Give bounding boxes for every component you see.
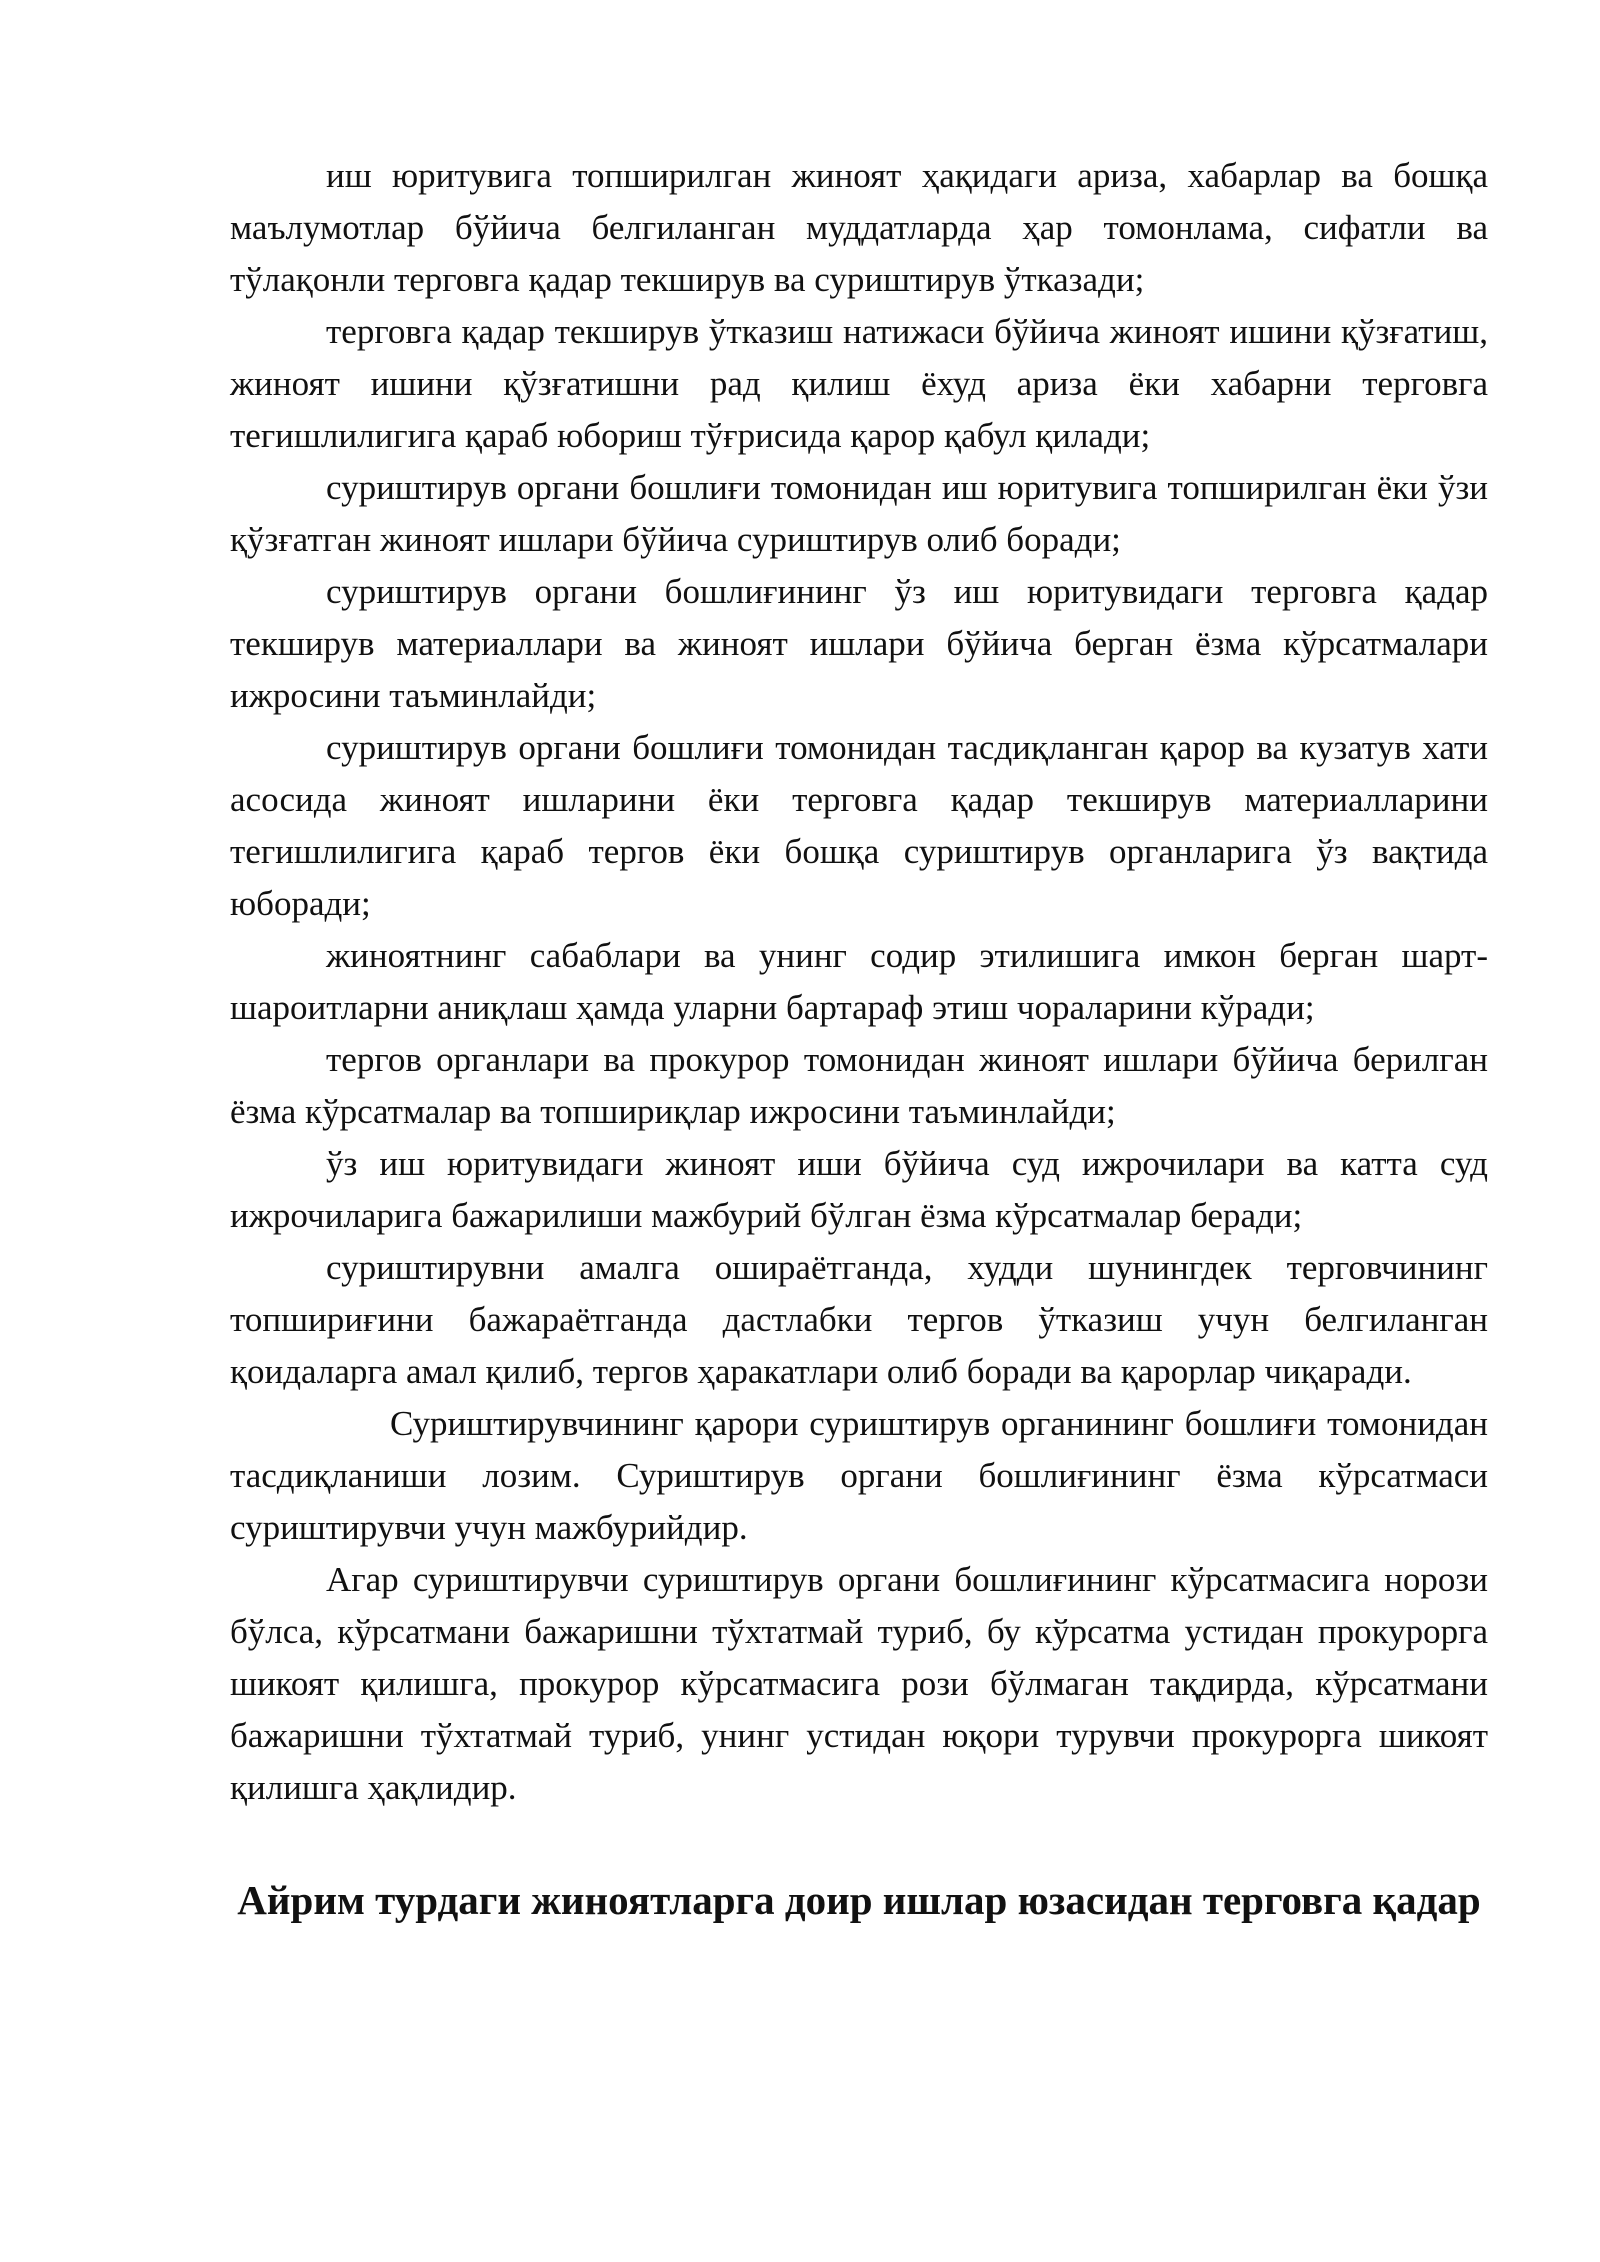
paragraph-6: жиноятнинг сабаблари ва унинг содир этилишига имкон берган шарт-шароитларни аниқлаш ҳамда уларни бартараф этиш чораларини кўради; bbox=[230, 936, 1488, 1027]
paragraph-1: иш юритувига топширилган жиноят ҳақидаги ариза, хабарлар ва бошқа маълумотлар бўйича белгиланган муддатларда ҳар томонлама, сифатли ва тўлақонли терговга қадар текширув ва суриштирув ўтказади; bbox=[230, 156, 1488, 299]
paragraph-10: Суриштирувчининг қарори суриштирув органининг бошлиғи томонидан тасдиқланиши лозим. Суриштирув органи бошлиғининг ёзма кўрсатмаси суриштирувчи учун мажбурийдир. bbox=[230, 1404, 1488, 1547]
section-heading: Айрим турдаги жиноятларга доир ишлар юзасидан терговга қадар bbox=[237, 1877, 1481, 1923]
document-page bbox=[230, 150, 1488, 1926]
paragraph-3: суриштирув органи бошлиғи томонидан иш юритувига топширилган ёки ўзи қўзғатган жиноят ишлари бўйича суриштирув олиб боради; bbox=[230, 468, 1488, 559]
paragraph-9: суриштирувни амалга ошираётганда, худди шунингдек терговчининг топшириғини бажараётганда дастлабки тергов ўтказиш учун белгиланган қоидаларга амал қилиб, тергов ҳаракатлари олиб боради ва қарорлар чиқаради. bbox=[230, 1248, 1488, 1391]
paragraph-11: Агар суриштирувчи суриштирув органи бошлиғининг кўрсатмасига норози бўлса, кўрсатмани бажаришни тўхтатмай туриб, бу кўрсатма устидан прокурорга шикоят қилишга, прокурор кўрсатмасига рози бўлмаган тақдирда, кўрсатмани бажаришни тўхтатмай туриб, унинг устидан юқори турувчи прокурорга шикоят қилишга ҳақлидир. bbox=[230, 1560, 1488, 1807]
paragraph-5: суриштирув органи бошлиғи томонидан тасдиқланган қарор ва кузатув хати асосида жиноят ишларини ёки терговга қадар текширув материалларини тегишлилигига қараб тергов ёки бошқа суриштирув органларига ўз вақтида юборади; bbox=[230, 728, 1488, 923]
paragraph-7: тергов органлари ва прокурор томонидан жиноят ишлари бўйича берилган ёзма кўрсатмалар ва топшириқлар ижросини таъминлайди; bbox=[230, 1040, 1488, 1131]
paragraph-8: ўз иш юритувидаги жиноят иши бўйича суд ижрочилари ва катта суд ижрочиларига бажарилиши мажбурий бўлган ёзма кўрсатмалар беради; bbox=[230, 1144, 1488, 1235]
paragraph-2: терговга қадар текширув ўтказиш натижаси бўйича жиноят ишини қўзғатиш, жиноят ишини қўзғатишни рад қилиш ёхуд ариза ёки хабарни терговга тегишлилигига қараб юбориш тўғрисида қарор қабул қилади; bbox=[230, 312, 1488, 455]
paragraph-4: суриштирув органи бошлиғининг ўз иш юритувидаги терговга қадар текширув материаллари ва жиноят ишлари бўйича берган ёзма кўрсатмалари ижросини таъминлайди; bbox=[230, 572, 1488, 715]
